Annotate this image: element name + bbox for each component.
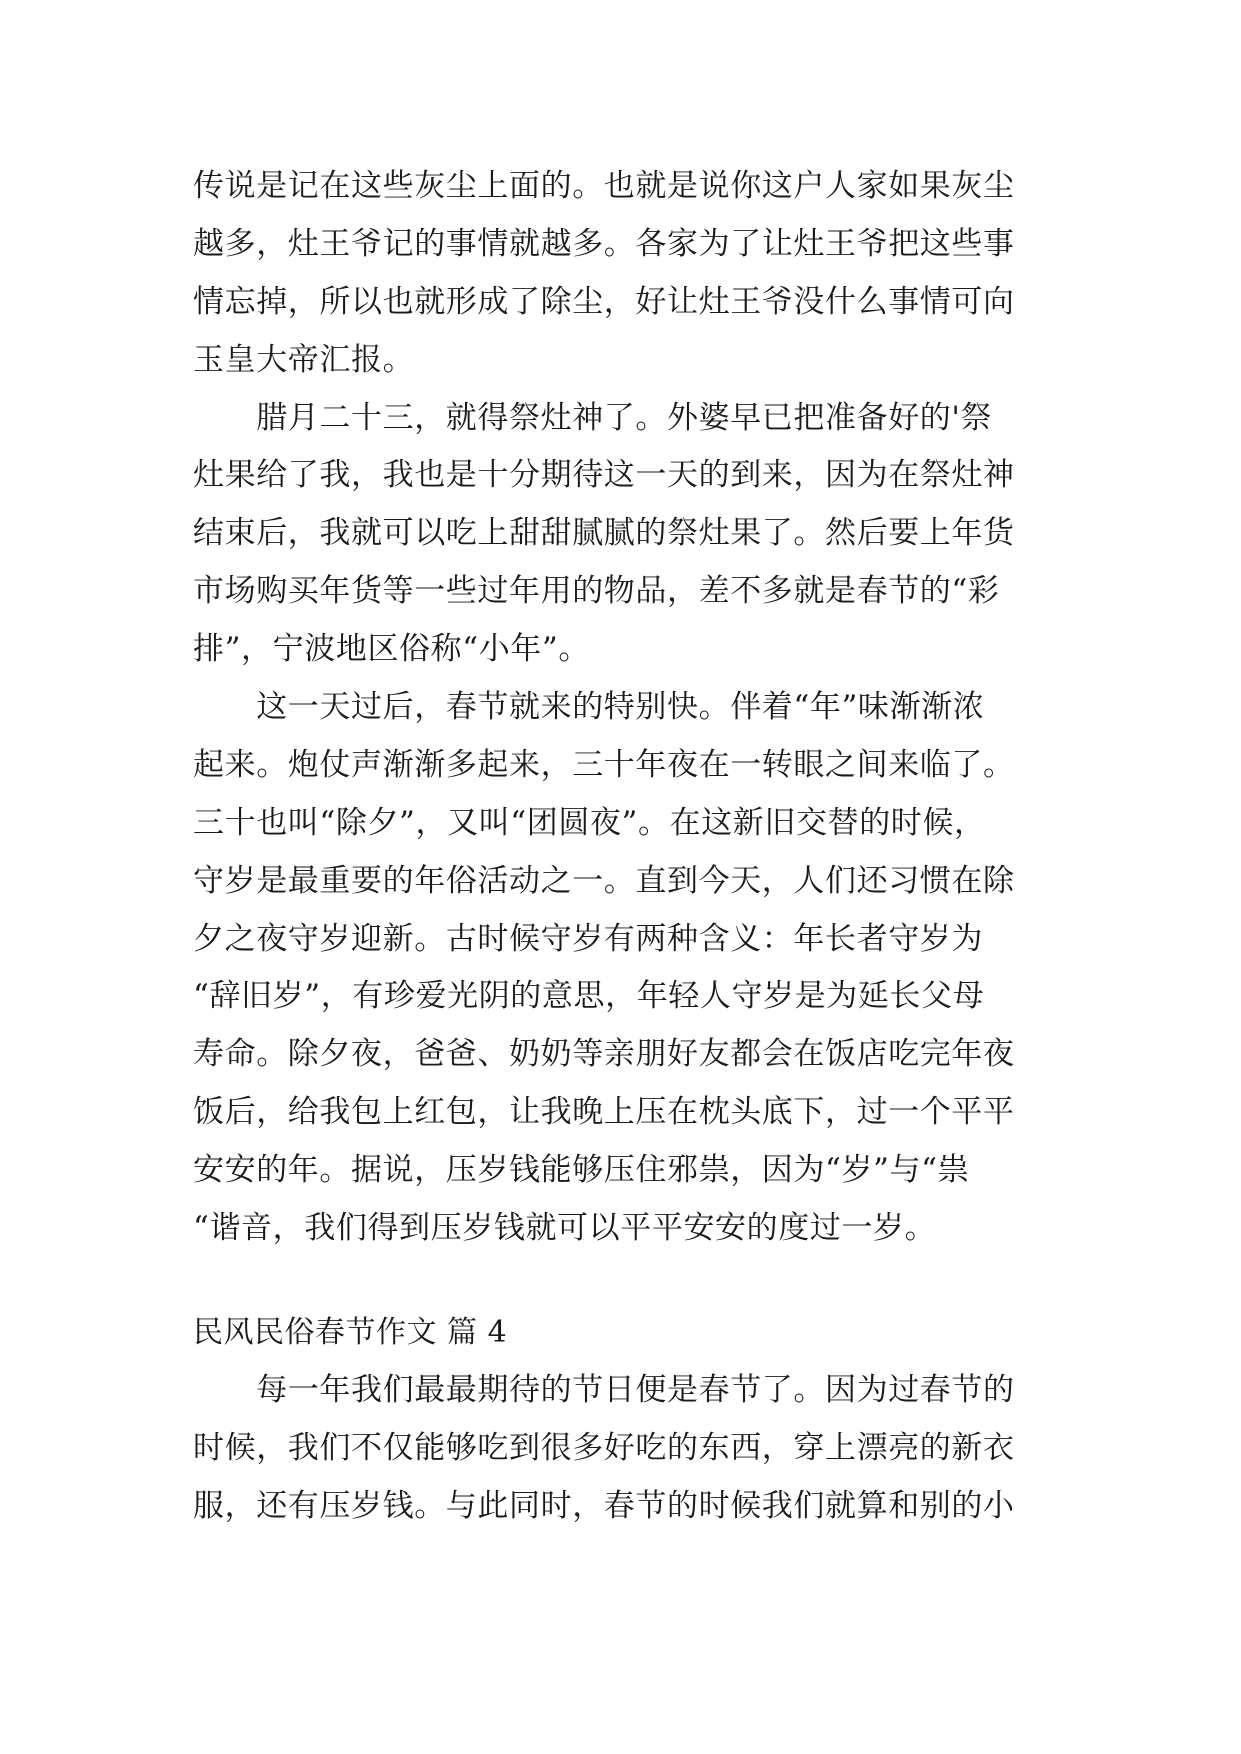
section [193, 1304, 1053, 1536]
text-line: “辞旧岁”，有珍爱光阴的意思，年轻人守岁是为延长父母 [193, 978, 985, 1015]
section-heading: 民风民俗春节作文 篇 4 [193, 1314, 508, 1350]
text-line: 市场购买年货等一些过年用的物品，差不多就是春节的“彩 [193, 573, 1000, 610]
text-line: 排”，宁波地区俗称“小年”。 [193, 631, 590, 668]
text-line: 结束后，我就可以吃上甜甜腻腻的祭灶果了。然后要上年货 [193, 515, 1015, 552]
text-line: 起来。炮仗声渐渐多起来，三十年夜在一转眼之间来临了。 [193, 746, 1015, 783]
paragraph [193, 679, 1053, 1258]
text-line: 传说是记在这些灰尘上面的。也就是说你这户人家如果灰尘 [193, 168, 1015, 204]
text-line: 玉皇大帝汇报。 [193, 341, 415, 378]
text-line: 腊月二十三，就得祭灶神了。外婆早已把准备好的'祭 [193, 399, 993, 436]
text-line: 饭后，给我包上红包，让我晚上压在枕头底下，过一个平平 [193, 1094, 1015, 1131]
document-body [193, 158, 1053, 1535]
text-line: 每一年我们最最期待的节日便是春节了。因为过春节的 [193, 1371, 1015, 1408]
text-line: 这一天过后，春节就来的特别快。伴着“年”味渐渐浓 [193, 689, 985, 726]
text-line: 情忘掉，所以也就形成了除尘，好让灶王爷没什么事情可向 [193, 283, 1015, 320]
text-line: 服，还有压岁钱。与此同时，春节的时候我们就算和别的小 [193, 1487, 1015, 1524]
text-line: 守岁是最重要的年俗活动之一。直到今天，人们还习惯在除 [193, 862, 1015, 899]
text-line: 安安的年。据说，压岁钱能够压住邪祟，因为“岁”与“祟 [193, 1152, 970, 1189]
paragraph [193, 390, 1053, 679]
text-line: 三十也叫“除夕”，又叫“团圆夜”。在这新旧交替的时候， [193, 804, 986, 841]
text-line: 夕之夜守岁迎新。古时候守岁有两种含义：年长者守岁为 [193, 920, 983, 957]
paragraph [193, 158, 1053, 390]
section-spacer [193, 1258, 1053, 1304]
text-line: 时候，我们不仅能够吃到很多好吃的东西，穿上漂亮的新衣 [193, 1429, 1015, 1466]
text-line: “谐音，我们得到压岁钱就可以平平安安的度过一岁。 [193, 1210, 937, 1247]
text-line: 寿命。除夕夜，爸爸、奶奶等亲朋好友都会在饭店吃完年夜 [193, 1036, 1015, 1073]
text-line: 灶果给了我，我也是十分期待这一天的到来，因为在祭灶神 [193, 457, 1015, 494]
text-line: 越多，灶王爷记的事情就越多。各家为了让灶王爷把这些事 [193, 225, 1015, 262]
